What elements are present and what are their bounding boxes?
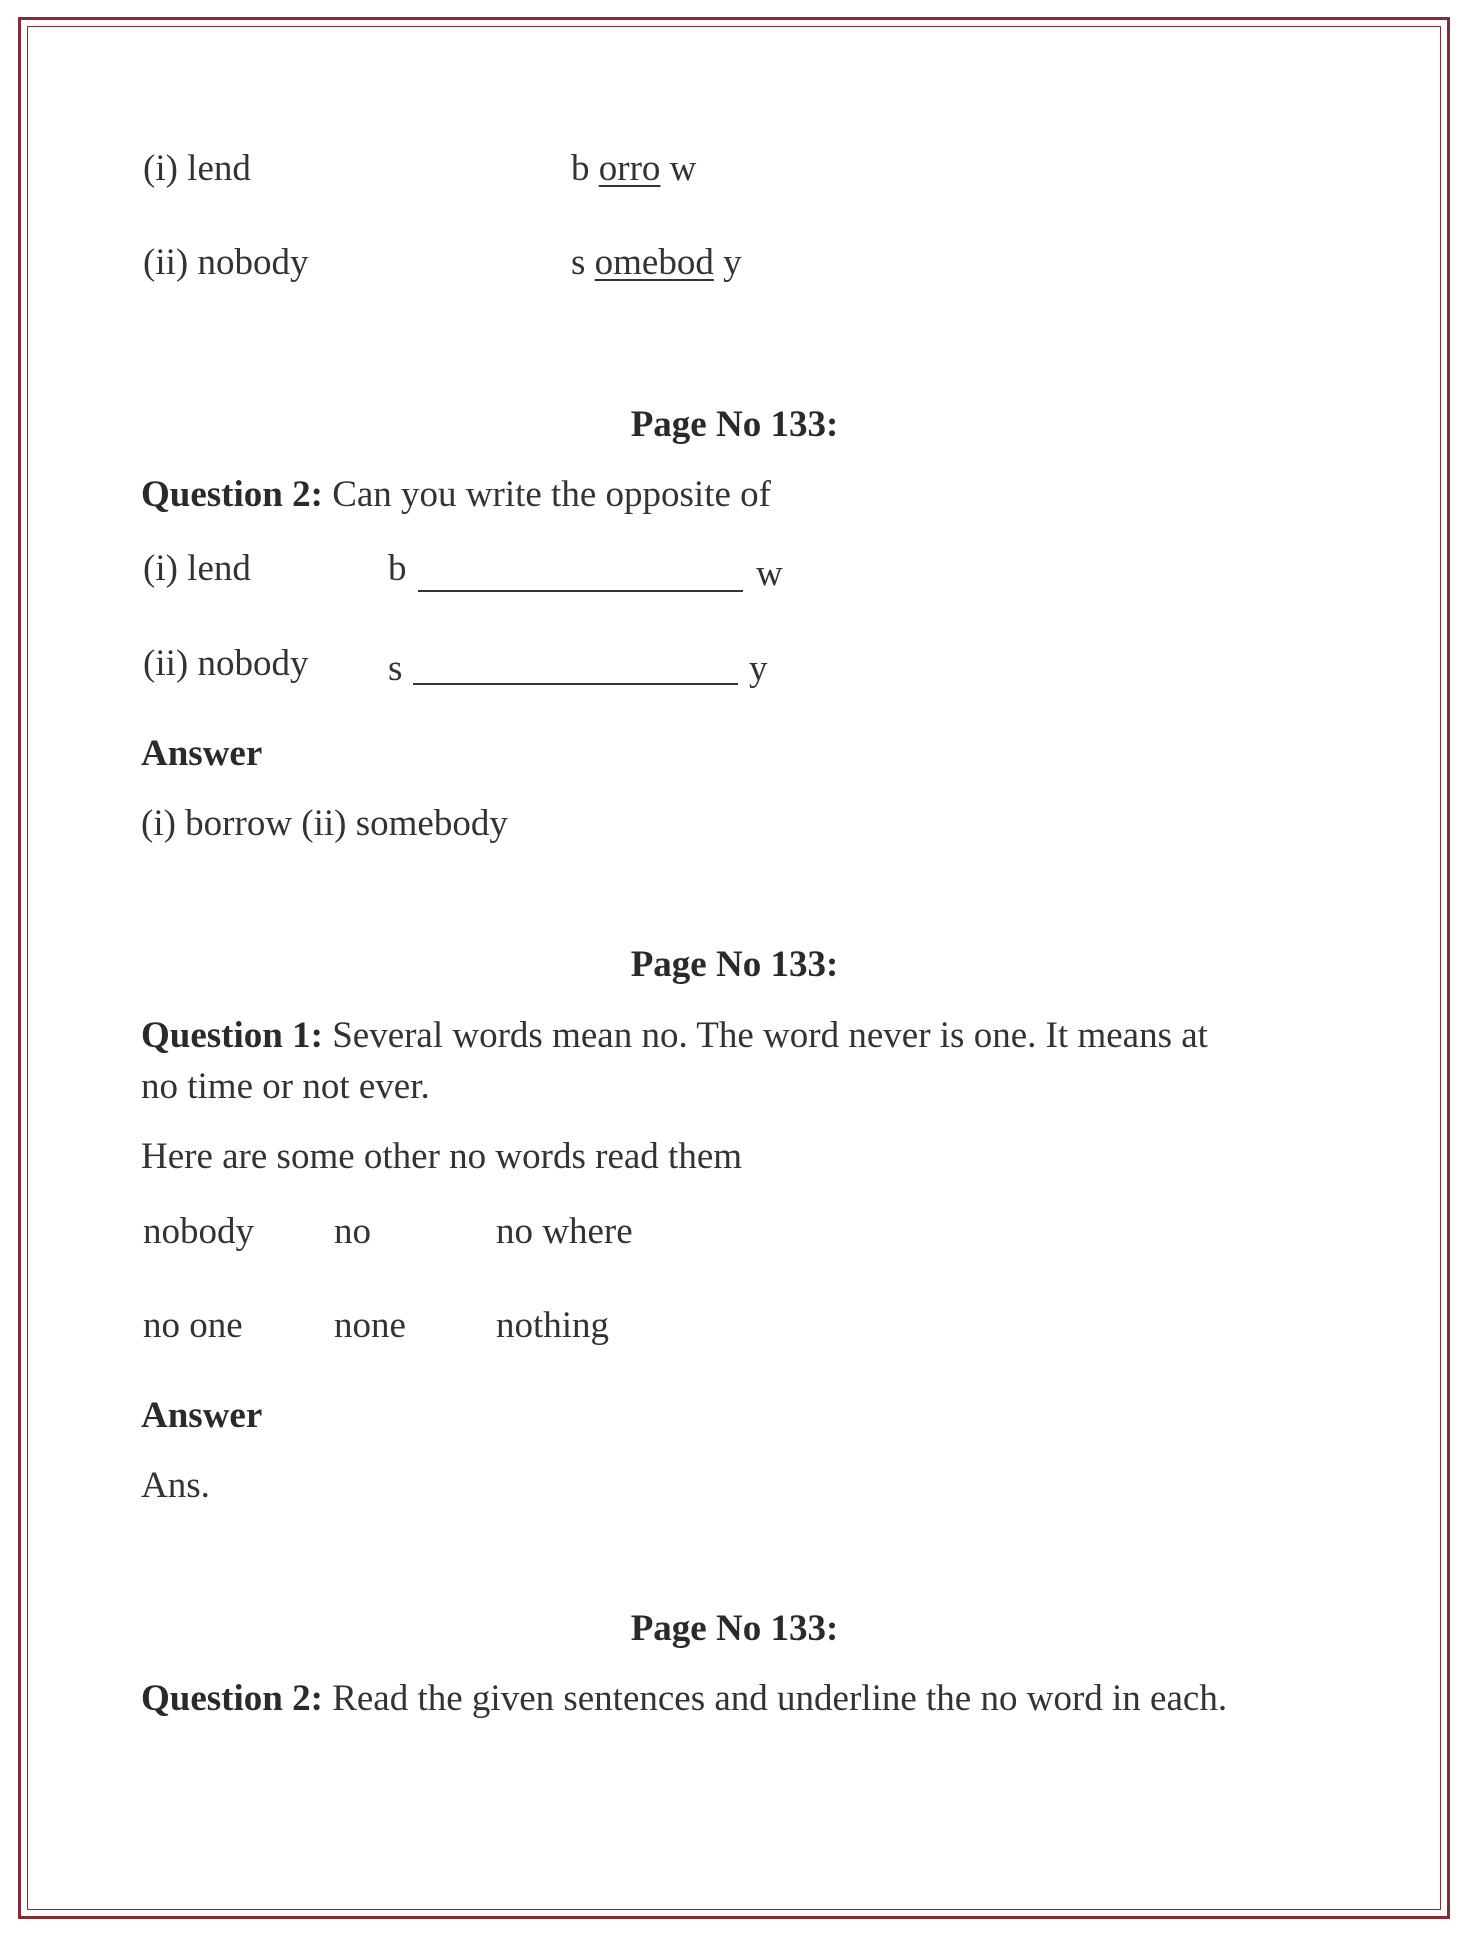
section2-intro: Here are some other no words read them [141,1136,743,1177]
section2-answer-text: Ans. [141,1465,210,1506]
word-nothing: nothing [496,1305,610,1346]
section3-page-heading: Page No 133: [630,1608,839,1649]
section3-question [141,1680,1227,1717]
word-no-where: no where [496,1211,633,1252]
question-text: Can you write the opposite of [322,474,771,515]
word-suffix: w [669,148,697,189]
question-label: Question 1: [141,1015,323,1056]
word-prefix: s [571,242,586,283]
section1-page-heading: Page No 133: [630,404,839,445]
section2-question-line-1 [141,1017,1208,1054]
word-underlined: orro [598,148,661,189]
section1-answer-label: Answer [141,733,263,774]
question-text: Several words mean no. The word never is one. It means at [322,1015,1208,1056]
fill-in-blank-2 [413,683,738,685]
top-row-1-word [571,150,696,187]
top-row-1-number: (i) lend [143,148,251,189]
top-row-2-word [571,244,742,281]
section1-row-2-prefix: s [388,648,403,689]
word-prefix: b [571,148,590,189]
section1-row-1-number: (i) lend [143,548,251,589]
section1-row-2-suffix: y [749,648,768,689]
section1-answer-text: (i) borrow (ii) somebody [141,803,508,844]
question-label: Question 2: [141,1678,323,1719]
question-text: Read the given sentences and underline the no word in each. [322,1678,1228,1719]
top-row-2-number: (ii) nobody [143,242,309,283]
word-nobody: nobody [143,1211,254,1252]
word-no-one: no one [143,1305,243,1346]
section1-row-1-prefix: b [388,548,407,589]
word-none: none [334,1305,406,1346]
section1-row-1-suffix: w [756,553,783,594]
word-underlined: omebod [594,242,714,283]
word-suffix: y [723,242,742,283]
section2-answer-label: Answer [141,1395,263,1436]
section1-question [141,476,771,513]
fill-in-blank-1 [418,590,743,592]
question-label: Question 2: [141,474,323,515]
word-no: no [334,1211,371,1252]
section1-row-2-number: (ii) nobody [143,643,309,684]
section2-page-heading: Page No 133: [630,944,839,985]
section2-question-line-2: no time or not ever. [141,1066,430,1107]
